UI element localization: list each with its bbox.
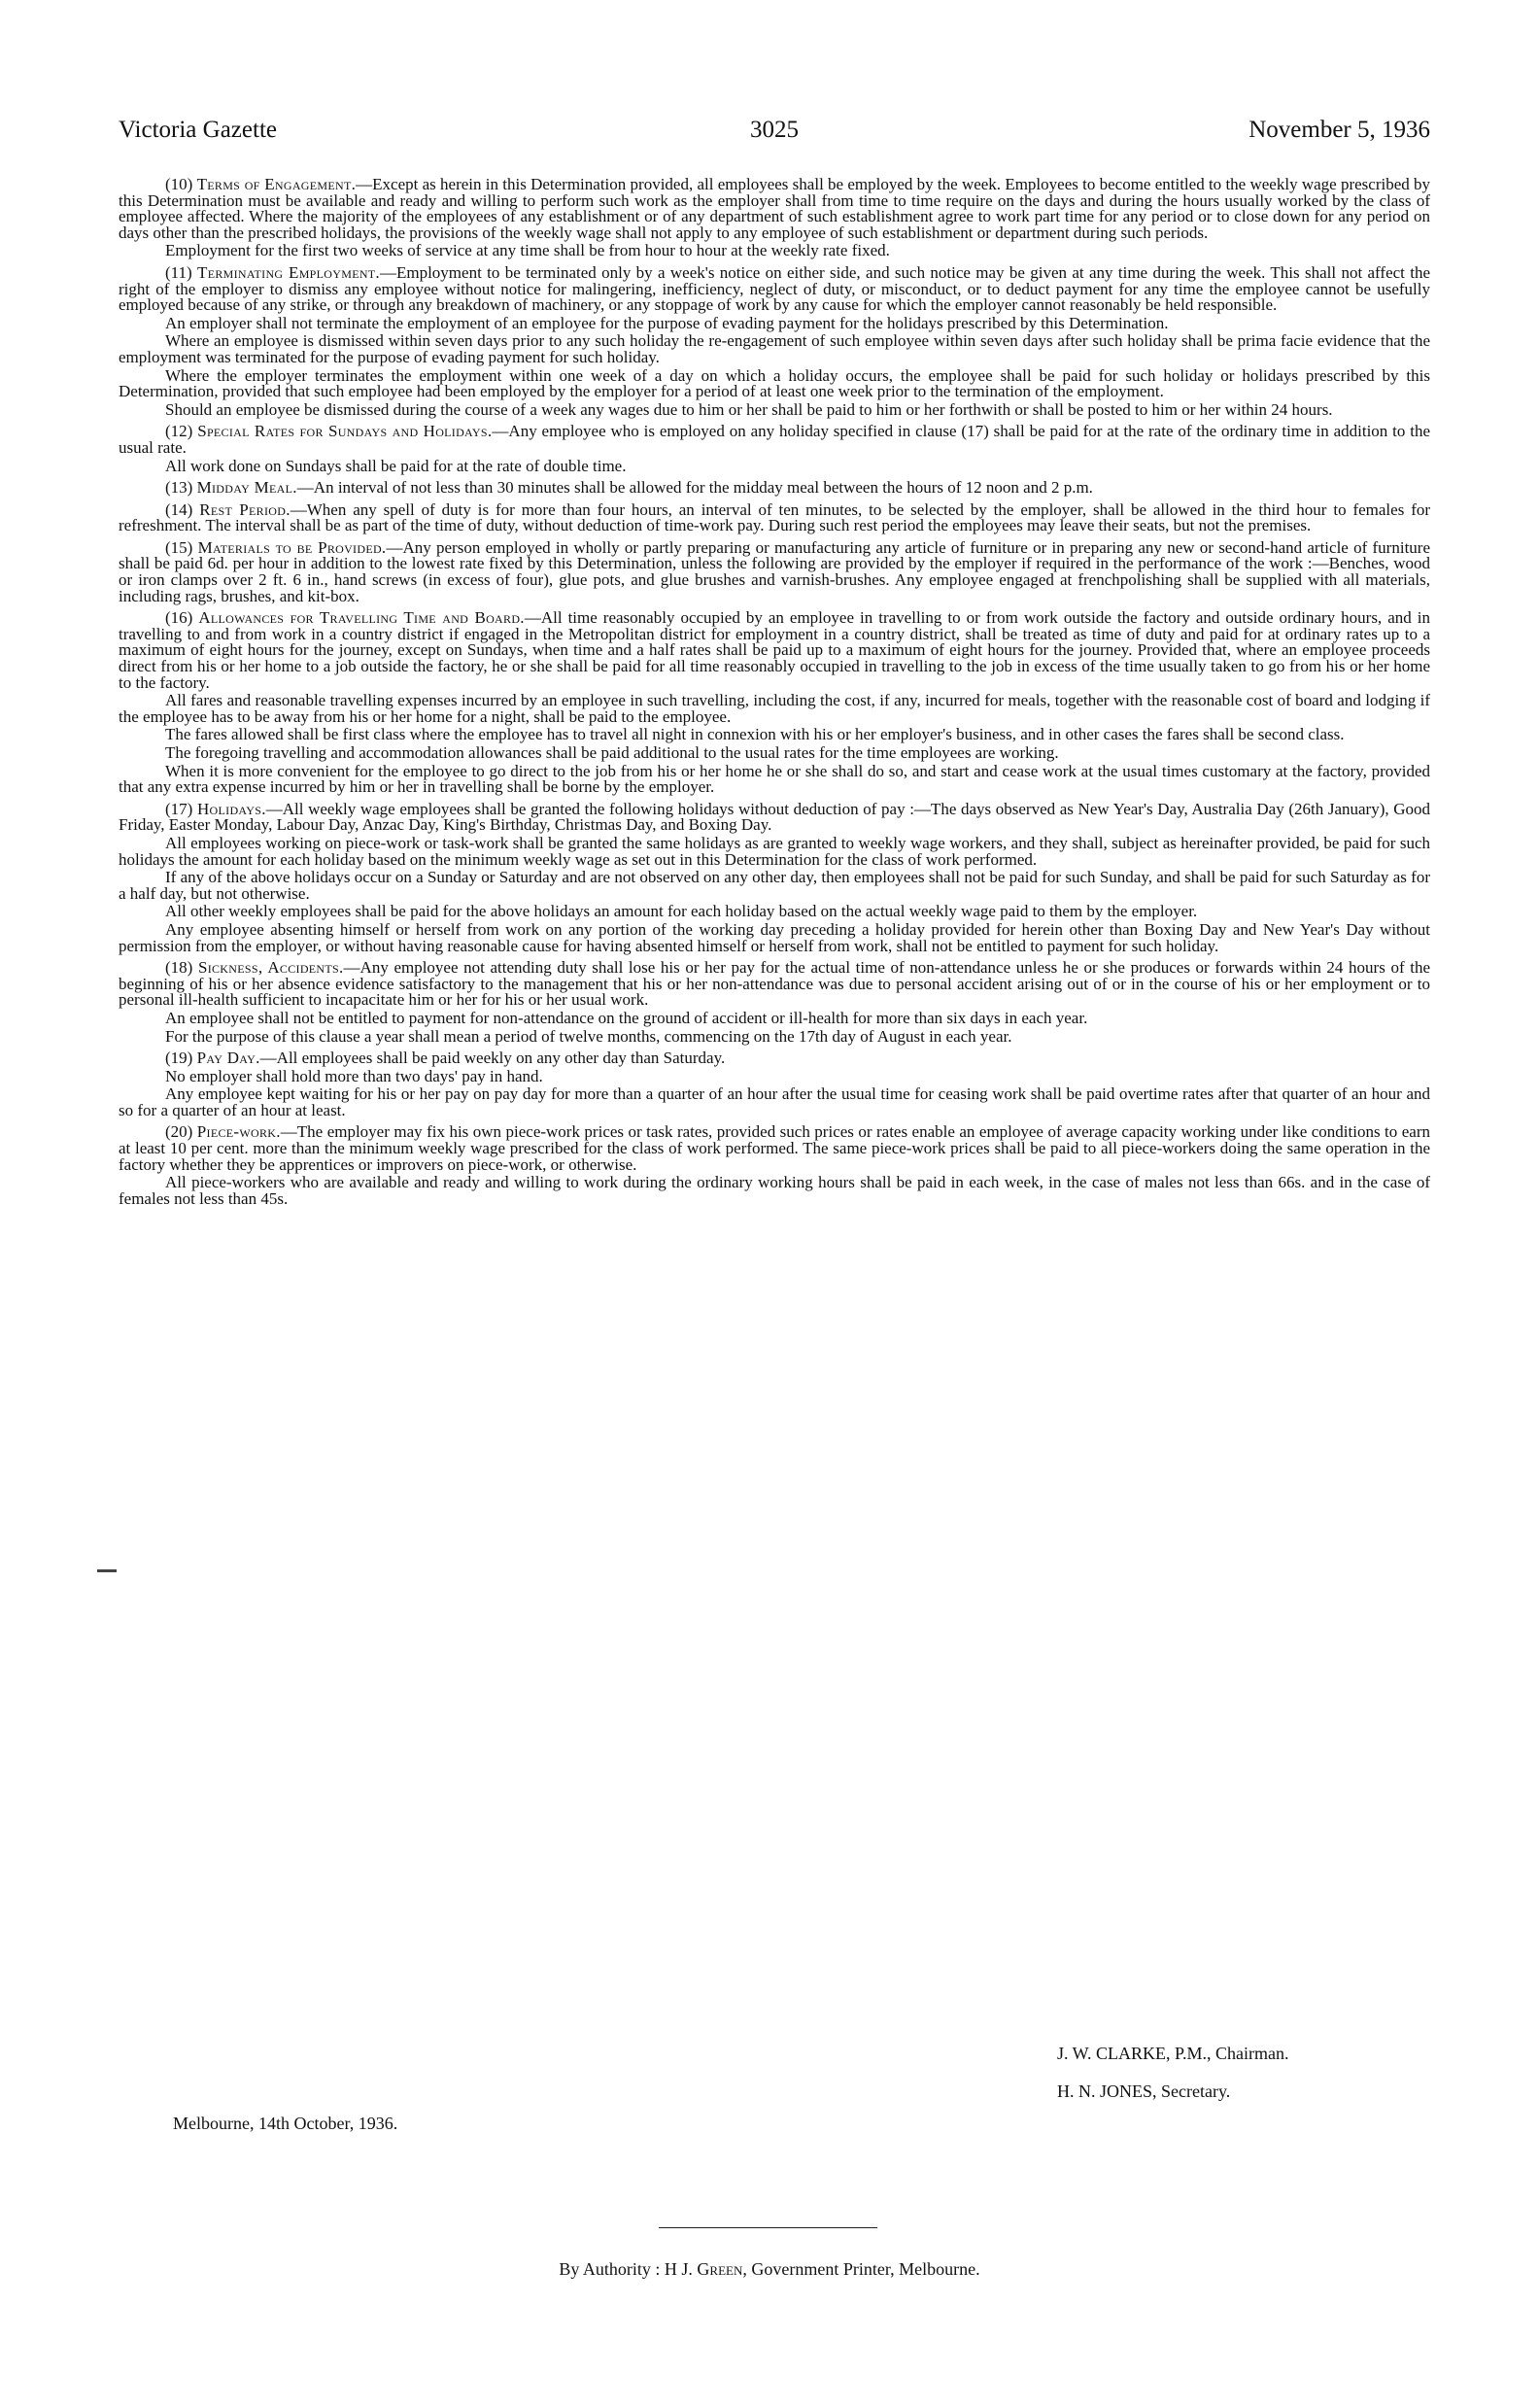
clause-paragraph — [119, 499, 1431, 535]
paragraph-text: If any of the above holidays occur on a Sunday or Saturday and are not observed on any other day, then employees shall not be paid for such Sunday, and shall be paid for such Saturday as for a half day, but not otherwise. — [119, 868, 1430, 903]
clause-heading: Holidays. — [196, 799, 266, 818]
footer-rule — [659, 2227, 877, 2228]
clause-number: (11) — [165, 262, 192, 282]
clause-number: (10) — [165, 175, 193, 193]
imprint-initials: H J. — [664, 2259, 693, 2279]
clause-paragraph — [119, 610, 1430, 691]
paragraph-text: The foregoing travelling and accommodation allowances shall be paid additional to the usual rates for the time employees are working. — [165, 743, 1059, 762]
clause-paragraph — [119, 799, 1431, 835]
body-paragraph — [119, 1008, 1430, 1027]
clause-heading: Terms of Engagement. — [196, 175, 357, 193]
body-paragraph — [119, 333, 1430, 365]
paragraph-text: —Except as herein in this Determination provided, all employees shall be employed by the week. Employees to become entitled to the weekly wage prescribed by this Determination must be available and ready and willing to perform such work as the employer shall from time to time require on the days and during the hours usually worked by the class of employee affected. Where the majority of the employees of any establishment or of any department of such establishment agree to work part time for any period or to close down for any period on days other than the prescribed holidays, the provisions of the weekly wage shall not apply to any employee of such establishment or department during such periods. — [119, 175, 1431, 242]
paragraph-text: —Employment to be terminated only by a week's notice on either side, and such notice may be given at any time during the week. This shall not affect the right of the employer to dismiss any employee without notice for malingering, inefficiency, neglect of duty, or misconduct, or to deduct payment for any time the employee cannot be usefully employed because of any strike, or through any breakdown of machinery, or any stoppage of work by any cause for which the employer cannot reasonably be held responsible. — [119, 262, 1430, 315]
clause-paragraph — [119, 960, 1430, 1009]
paragraph-text: Any employee absenting himself or herself from work on any portion of the working day preceding a holiday provided for herein other than Boxing Day and New Year's Day without permission from the employer, or without having reasonable cause for having absented himself or herself from work, shall not be entitled to payment for such holiday. — [119, 919, 1430, 955]
clause-number: (20) — [165, 1122, 193, 1142]
paragraph-text: The fares allowed shall be first class where the employee has to travel all night in connexion with his or her employer's business, and in other cases the fares shall be second class. — [165, 725, 1345, 744]
body-paragraph — [119, 243, 1430, 259]
paragraph-text: —All employees shall be paid weekly on any other day than Saturday. — [259, 1049, 726, 1068]
clause-paragraph — [119, 537, 1430, 605]
body-paragraph — [119, 1086, 1430, 1118]
body-paragraph — [119, 456, 1430, 475]
clause-number: (18) — [165, 958, 193, 978]
paragraph-text: An employer shall not terminate the employment of an employee for the purpose of evading payment for the holidays prescribed by this Determination. — [165, 313, 1169, 332]
clause-paragraph — [119, 1124, 1430, 1173]
clause-paragraph — [119, 262, 1430, 315]
body-paragraph — [119, 313, 1430, 332]
paragraph-text: —All time reasonably occupied by an employee in travelling to or from work outside the factory and outside ordinary hours, and in travelling to and from work in a country district if engaged in the Metropolitan district for employment in a country district, shall be treated as time of duty and paid for at ordinary rates up to a maximum of eight hours for the journey, except on Sundays, when time and a half rates shall be paid up to a maximum of eight hours for the journey. Provided that, where an employee proceeds direct from his or her home to a job outside the factory, he or she shall be paid for all time reasonably occupied in travelling to the job in excess of the time usually taken to go from his or her home to the factory. — [119, 608, 1430, 692]
paragraph-text: Where an employee is dismissed within seven days prior to any such holiday the re-engagement of such employee within seven days after such holiday shall be prima facie evidence that the employment was terminated for the purpose of evading payment for such holiday. — [119, 331, 1430, 366]
imprint-suffix: Government Printer, Melbourne. — [751, 2259, 980, 2279]
body-paragraph — [119, 833, 1430, 869]
clause-number: (14) — [165, 499, 193, 519]
clause-paragraph — [119, 480, 1430, 497]
imprint-prefix: By Authority : — [559, 2259, 661, 2279]
paragraph-text: —The employer may fix his own piece-work prices or task rates, provided such prices or rates enable an employee of average capacity working under like conditions to earn at least 10 per cent. more than the minimum weekly wage prescribed for the class of work performed. The same piece-work prices shall be paid to all piece-workers doing the same operation in the factory whether they be apprentices or improvers on piece-work, or otherwise. — [119, 1122, 1430, 1174]
margin-mark — [97, 1569, 117, 1572]
clause-heading: Special Rates for Sundays and Holidays. — [197, 422, 493, 441]
page-header — [119, 117, 1430, 155]
body-paragraph — [119, 727, 1430, 743]
body-paragraph — [119, 693, 1430, 725]
body-paragraph — [119, 761, 1430, 797]
clause-number: (15) — [165, 537, 193, 557]
chairman-signature: J. W. CLARKE, P.M., Chairman. — [1057, 2044, 1289, 2063]
paragraph-text: An employee shall not be entitled to payment for non-attendance on the ground of accident or ill-health for more than six days in each year. — [165, 1008, 1088, 1027]
paragraph-text: Should an employee be dismissed during the course of a week any wages due to him or her shall be paid to him or her forthwith or shall be posted to him or her within 24 hours. — [165, 399, 1333, 419]
imprint-printer-name: Green, — [697, 2259, 747, 2279]
determination-body — [119, 171, 1430, 1209]
body-paragraph — [119, 399, 1430, 419]
body-paragraph — [119, 870, 1430, 902]
paragraph-text: All work done on Sundays shall be paid for at the rate of double time. — [165, 456, 627, 475]
body-paragraph — [119, 1066, 1430, 1085]
paragraph-text: —Any person employed in wholly or partly preparing or manufacturing any article of furniture or in preparing any new or second-hand article of furniture shall be paid 6d. per hour in addition to the lowest rate fixed by this Determination, unless the following are provided by the employer if required in the performance of the work :—Benches, wood or iron clamps over 2 ft. 6 in., hand screws (in excess of four), glue pots, and glue brushes and varnish-brushes. Any employee engaged at frenchpolishing shall be supplied with all materials, including rags, brushes, and kit-box. — [119, 537, 1430, 605]
issue-date: November 5, 1936 — [1248, 117, 1430, 143]
paragraph-text: For the purpose of this clause a year shall mean a period of twelve months, commencing on the 17th day of August in each year. — [165, 1026, 1012, 1046]
clause-paragraph — [119, 424, 1430, 456]
clause-number: (17) — [165, 799, 193, 818]
clause-number: (19) — [165, 1049, 193, 1068]
paragraph-text: —All weekly wage employees shall be granted the following holidays without deduction of pay :—The days observed as New Year's Day, Australia Day (26th January), Good Friday, Easter Monday, Labour Day, Anzac Day, King's Birthday, Christmas Day, and Boxing Day. — [119, 799, 1431, 835]
body-paragraph — [119, 1026, 1430, 1046]
page-number: 3025 — [750, 117, 799, 143]
paragraph-text: Employment for the first two weeks of service at any time shall be from hour to hour at the weekly rate fixed. — [165, 241, 890, 260]
paragraph-text: All employees working on piece-work or task-work shall be granted the same holidays as are granted to weekly wage workers, and they shall, subject as hereinafter provided, be paid for such holidays the amount for each holiday based on the minimum weekly wage as set out in this Determination for the class of work performed. — [119, 833, 1430, 869]
body-paragraph — [119, 745, 1430, 762]
clause-heading: Pay Day. — [196, 1049, 260, 1068]
clause-heading: Piece-work. — [196, 1122, 281, 1142]
paragraph-text: —When any spell of duty is for more than four hours, an interval of ten minutes, to be selected by the employer, shall be allowed in the third hour to females for refreshment. The interval shall be as part of the time of duty, without deduction of time-work pay. During such rest period the employees may leave their seats, but not the premises. — [119, 499, 1431, 535]
paragraph-text: —An interval of not less than 30 minutes shall be allowed for the midday meal between the hours of 12 noon and 2 p.m. — [296, 478, 1093, 498]
printer-imprint — [0, 2259, 1539, 2280]
paragraph-text: When it is more convenient for the employee to go direct to the job from his or her home he or she shall do so, and start and cease work at the usual times customary at the factory, provided that any extra expense incurred by him or her in travelling shall be borne by the employer. — [119, 761, 1430, 797]
body-paragraph — [119, 919, 1430, 955]
paragraph-text: Where the employer terminates the employment within one week of a day on which a holiday occurs, the employee shall be paid for such holiday or holidays prescribed by this Determination, provided that such employee had been employed by the employer for a period of at least one week prior to the termination of the employment. — [119, 365, 1430, 401]
paragraph-text: —Any employee who is employed on any holiday specified in clause (17) shall be paid for at the rate of the ordinary time in addition to the usual rate. — [119, 422, 1431, 457]
body-paragraph — [119, 904, 1430, 920]
clause-heading: Rest Period. — [199, 499, 291, 519]
clause-paragraph — [119, 177, 1430, 241]
paragraph-text: No employer shall hold more than two days' pay in hand. — [165, 1066, 543, 1085]
clause-heading: Midday Meal. — [196, 478, 297, 498]
body-paragraph — [119, 365, 1430, 401]
clause-heading: Allowances for Travelling Time and Board. — [198, 608, 525, 628]
body-paragraph — [119, 1175, 1430, 1207]
paragraph-text: All other weekly employees shall be paid for the above holidays an amount for each holiday based on the actual weekly wage paid to them by the employer. — [165, 902, 1198, 921]
clause-number: (13) — [165, 478, 193, 498]
paragraph-text: Any employee kept waiting for his or her pay on pay day for more than a quarter of an hour after the usual time for ceasing work shall be paid overtime rates after that quarter of an hour and so for a quarter of an hour at least. — [119, 1084, 1430, 1119]
clause-paragraph — [119, 1050, 1430, 1067]
paragraph-text: —Any employee not attending duty shall lose his or her pay for the actual time of non-attendance unless he or she produces or forwards within 24 hours of the beginning of his or her absence evidence satisfactory to the management that his or her non-attendance was due to personal accident arising out of or in the course of his or her employment or to personal ill-health sufficient to incapacitate him or her for his or her usual work. — [119, 958, 1430, 1010]
secretary-signature: H. N. JONES, Secretary. — [1057, 2081, 1231, 2101]
dateline: Melbourne, 14th October, 1936. — [173, 2114, 398, 2133]
publication-title: Victoria Gazette — [119, 117, 277, 143]
clause-heading: Sickness, Accidents. — [197, 958, 344, 978]
clause-number: (16) — [165, 608, 193, 628]
clause-heading: Materials to be Provided. — [197, 537, 387, 557]
clause-heading: Terminating Employment. — [197, 262, 380, 282]
clause-number: (12) — [165, 422, 193, 441]
paragraph-text: All fares and reasonable travelling expenses incurred by an employee in such travelling, including the cost, if any, incurred for meals, together with the reasonable cost of board and lodging if the employee has to be away from his or her home for a night, shall be paid to the employee. — [119, 691, 1430, 726]
paragraph-text: All piece-workers who are available and ready and willing to work during the ordinary working hours shall be paid in each week, in the case of males not less than 66s. and in the case of females not less than 45s. — [119, 1173, 1430, 1208]
